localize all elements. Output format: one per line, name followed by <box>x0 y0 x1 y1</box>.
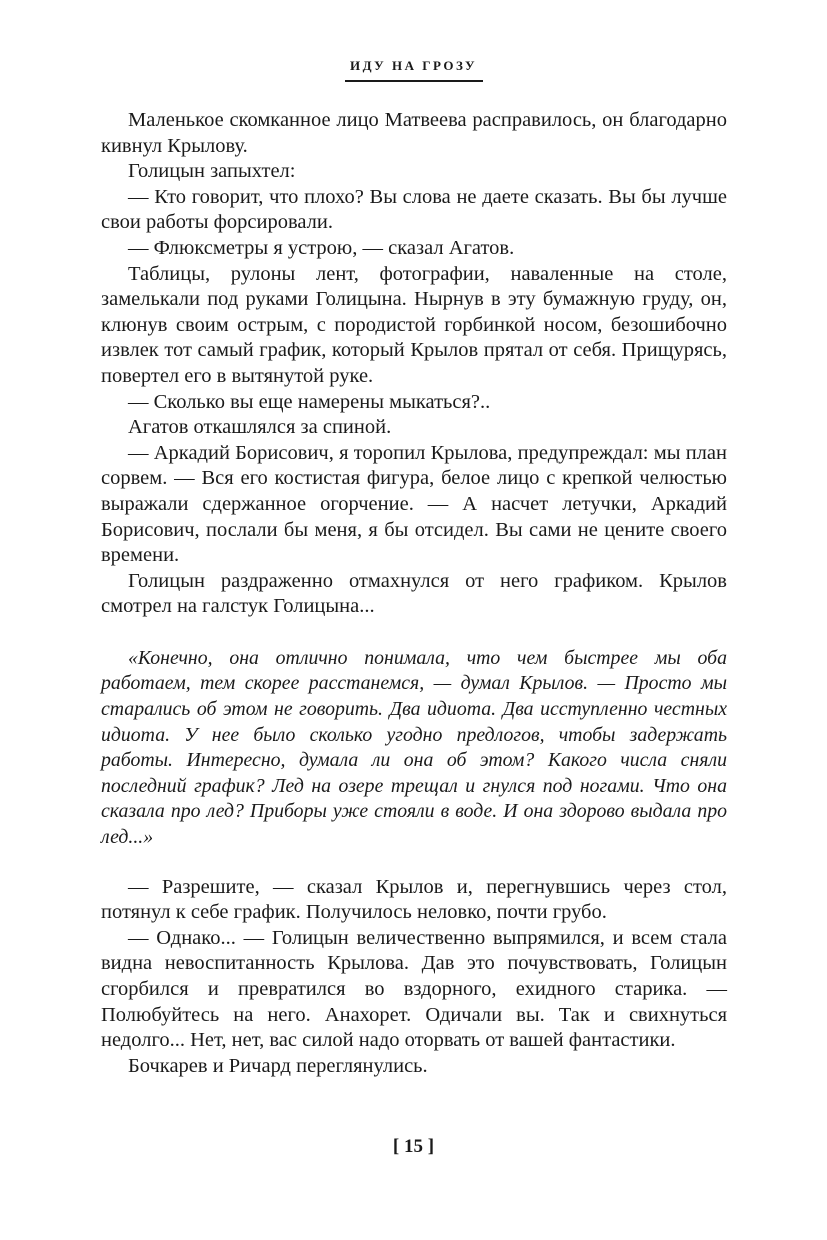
italic-passage: «Конечно, она отлично понимала, что чем быстрее мы оба работаем, тем скорее расстанемся, — думал Крылов. — Просто мы старались об этом не говорить. Два идиота. Два исступленно честных идиота. У нее было сколько угодно предлогов, чтобы задержать работы. Интересно, думала ли она об этом? Какого числа сняли последний график? Лед на озере трещал и гнулся под ногами. Что она сказала про лед? Приборы уже стояли в воде. И она здорово выдала про лед...» <box>101 646 727 849</box>
paragraph: — Разрешите, — сказал Крылов и, перегнувшись через стол, потянул к себе график. Получилось неловко, почти грубо. <box>101 875 727 924</box>
running-head-rule <box>345 80 483 82</box>
paragraph: Маленькое скомканное лицо Матвеева расправилось, он благодарно кивнул Крылову. <box>101 109 727 157</box>
paragraph: — Однако... — Голицын величественно выпрямился, и всем стала видна невоспитанность Крылова. Дав это почувствовать, Голицын сгорбился и превратился во вздорного, ехидного старика. — Полюбуйтесь на него. Анахорет. Одичали вы. Так и свихнуться недолго... Нет, нет, вас силой надо оторвать от вашей фантастики. <box>101 926 727 1052</box>
running-head <box>0 58 827 82</box>
section-space <box>101 620 727 646</box>
paragraph: Голицын запыхтел: <box>128 160 296 183</box>
paragraph: — Сколько вы еще намерены мыкаться?.. <box>128 390 491 413</box>
running-head-title: ИДУ НА ГРОЗУ <box>349 58 478 73</box>
paragraph: — Кто говорит, что плохо? Вы слова не даете сказать. Вы бы лучше свои работы форсировали. <box>101 185 727 234</box>
page-number: [ 15 ] <box>392 1136 435 1157</box>
body-text <box>101 108 727 1079</box>
paragraph: Агатов откашлялся за спиной. <box>128 416 392 439</box>
section-space <box>101 851 727 875</box>
paragraph: Таблицы, рулоны лент, фотографии, наваленные на столе, замелькали под руками Голицына. Нырнув в эту бумажную груду, он, клюнув своим острым, с породистой горбинкой носом, безошибочно извлек тот самый график, который Крылов прятал от себя. Прищурясь, повертел его в вытянутой руке. <box>101 262 727 387</box>
paragraph: — Флюксметры я устрою, — сказал Агатов. <box>128 236 515 259</box>
paragraph: Бочкарев и Ричард переглянулись. <box>128 1054 428 1077</box>
paragraph: — Аркадий Борисович, я торопил Крылова, предупреждал: мы план сорвем. — Вся его костистая фигура, белое лицо с крепкой челюстью выражали сдержанное огорчение. — А насчет летучки, Аркадий Борисович, послали бы меня, я бы отсидел. Вы сами не цените своего времени. <box>101 441 727 567</box>
paragraph: Голицын раздраженно отмахнулся от него графиком. Крылов смотрел на галстук Голицына... <box>101 569 727 618</box>
